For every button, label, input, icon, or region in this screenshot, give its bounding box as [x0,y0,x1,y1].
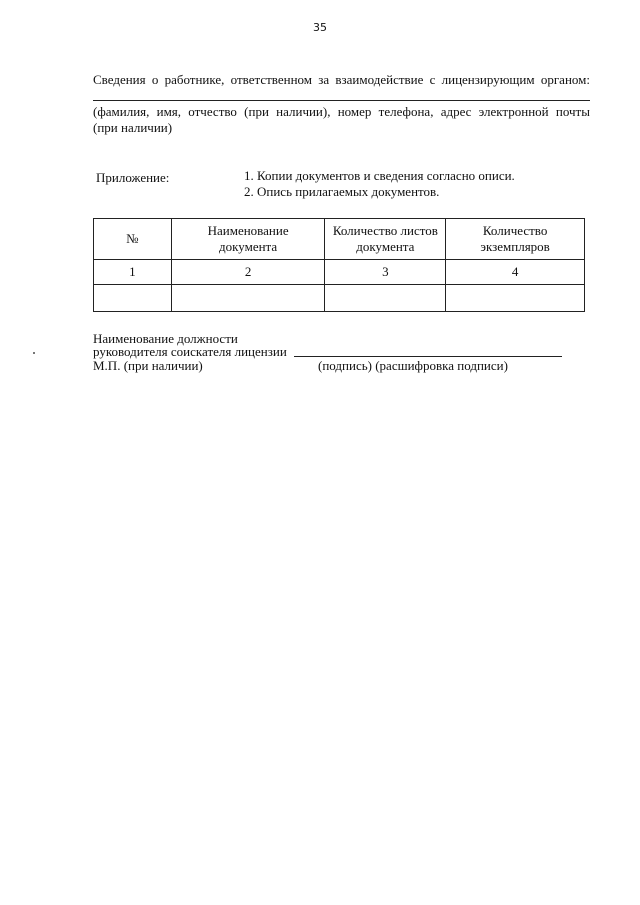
table-cell [446,285,585,312]
word: с [429,72,436,87]
attachment-item-2: 2. Опись прилагаемых документов. [244,184,440,199]
table-cell [325,285,446,312]
contact-hint-line-1 [93,104,590,120]
header-line: Наименование [207,223,289,238]
signature-caption: (подпись) (расшифровка подписи) [318,358,508,373]
header-line: документа [356,239,415,254]
word: адрес [440,104,472,119]
column-number: 3 [325,260,446,285]
column-number: 2 [171,260,325,285]
word: органом: [540,72,590,87]
header-number [94,219,172,260]
contact-intro-line [93,72,590,88]
attachments-label: Приложение: [96,170,170,185]
word: ответственном [230,72,312,87]
attachment-item-1: 1. Копии документов и сведения согласно описи. [244,168,515,183]
column-number-row [94,260,585,285]
position-title-line-1: Наименование должности [93,331,238,346]
word: Сведения [93,72,146,87]
word: (при [244,104,269,119]
scan-speck [33,352,35,354]
table-cell [94,285,172,312]
header-line: Количество [482,223,548,238]
table-header-row [94,219,585,260]
position-title-line-2: руководителя соискателя лицензии [93,344,287,359]
word: лицензирующим [441,72,535,87]
word: за [318,72,330,87]
table-row [94,285,585,312]
word: имя, [156,104,182,119]
word: номер [337,104,372,119]
page-number: 35 [313,21,327,34]
header-copy-count [446,219,585,260]
word: (фамилия, [93,104,150,119]
header-line: документа [219,239,278,254]
header-line: Количество листов [332,223,438,238]
word: электронной [478,104,549,119]
word: телефона, [378,104,434,119]
word: о [151,72,159,87]
header-number-label: № [126,231,139,246]
contact-fill-line [93,100,590,101]
word: работнике, [164,72,225,87]
table-cell [171,285,325,312]
word: взаимодействие [335,72,424,87]
header-line: экземпляров [480,239,550,254]
header-sheet-count [325,219,446,260]
column-number: 4 [446,260,585,285]
column-number: 1 [94,260,172,285]
word: почты [555,104,590,119]
contact-hint-line-2: (при наличии) [93,120,173,135]
word: наличии), [276,104,331,119]
documents-table [93,218,585,312]
seal-note: М.П. (при наличии) [93,358,203,373]
word: отчество [188,104,237,119]
header-document-name [171,219,325,260]
signature-fill-line [294,356,562,357]
